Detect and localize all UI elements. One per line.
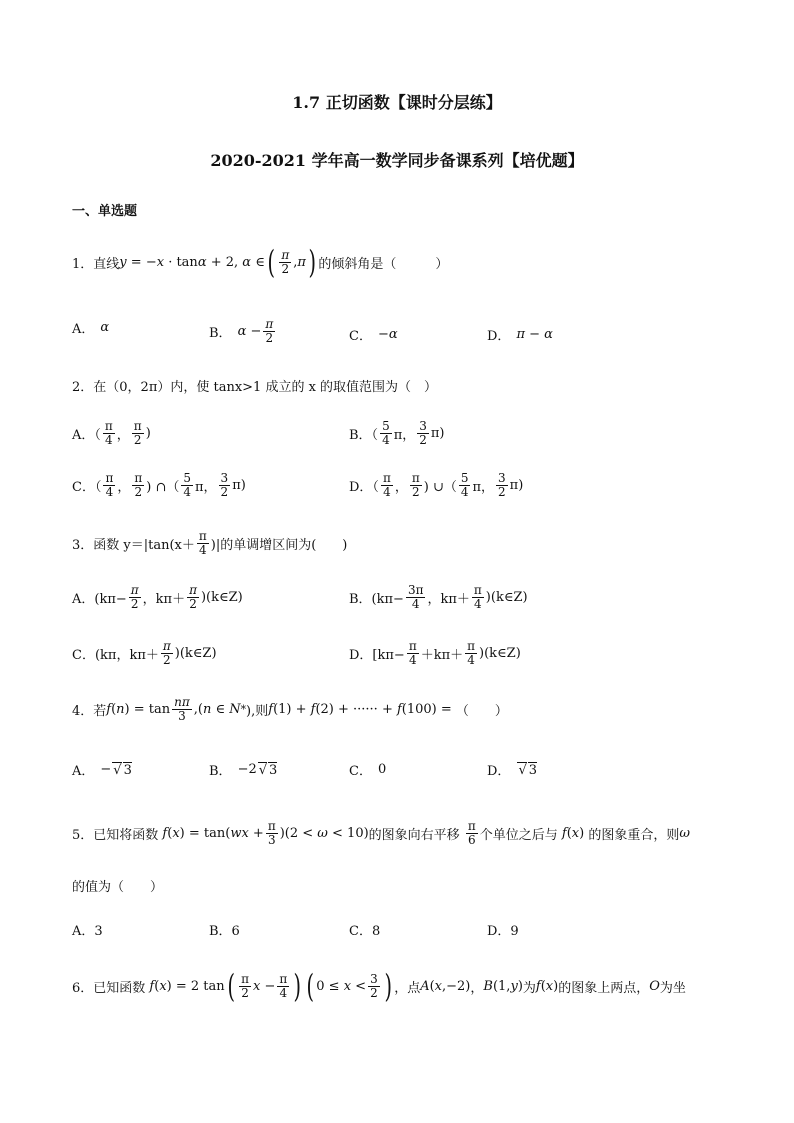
- section-heading: 一、单选题: [72, 204, 138, 219]
- question-6: 6．已知函数 f ( x ) = 2 tan ( $\frac{\pi}{2}$ x − $\frac{\pi}{4}$ ) ( 0 ≤ x < $\frac{3}{2}$ ) ，点 A ( x ,−2) ， B (1, y ) 为 f ( x ) 的图象上两点， O 为坐: [72, 967, 686, 1005]
- q1-formula: y: [119, 254, 127, 270]
- q3-option-d: D．[kπ− $\frac{\pi}{4}$ ＋kπ＋ $\frac{\pi}{4}$ )(k∈Z): [349, 639, 521, 667]
- question-2: 2．在（0，2π）内，使 tanx>1 成立的 x 的取值范围为（ ）: [72, 380, 438, 395]
- q1-option-b: B． α − $\frac{\pi}{2}$: [209, 317, 274, 345]
- q3-option-a: A．(kπ− $\frac{\pi}{2}$ ，kπ＋ $\frac{\pi}{2}$ )(k∈Z): [72, 583, 243, 611]
- q5-line-2: 的值为（ ）: [72, 880, 164, 895]
- q1-option-a: A． α: [72, 320, 110, 337]
- q2-option-c: C．（ $\frac{\pi}{4}$ ， $\frac{\pi}{2}$ ) ∩（ $\frac{5}{4}$ π， $\frac{3}{2}$ π): [72, 471, 246, 499]
- q3-option-b: B．(kπ− $\frac{3\pi}{4}$ ，kπ＋ $\frac{\pi}{4}$ )(k∈Z): [349, 583, 528, 611]
- page-title: 1.7 正切函数【课时分层练】: [292, 93, 502, 112]
- q5-option-c: C．8: [349, 924, 381, 939]
- q5-option-b: B．6: [209, 924, 240, 939]
- q2-option-d: D．（ $\frac{\pi}{4}$ ， $\frac{\pi}{2}$ ) ∪（ $\frac{5}{4}$ π， $\frac{3}{2}$ π): [349, 471, 524, 499]
- q1-tail: 的倾斜角是（ ）: [318, 256, 449, 272]
- question-3: 3．函数 y＝|tan(x＋ $\frac{\pi}{4}$ )|的单调增区间为( ): [72, 529, 348, 557]
- question-5: 5．已知将函数 f ( x ) = tan( wx + $\frac{\pi}{3}$ )(2 < ω < 10) 的图象向右平移 $\frac{\pi}{6}$ 个单位之后与 f ( x ) 的图象重合，则 ω: [72, 819, 690, 847]
- q5-option-d: D．9: [487, 924, 519, 939]
- q1-option-d: D． π − α: [487, 327, 553, 344]
- page-subtitle: 2020-2021 学年高一数学同步备课系列【培优题】: [210, 151, 584, 170]
- q1-lead: 直线: [93, 256, 120, 272]
- q5-option-a: A．3: [72, 924, 103, 939]
- q2-option-b: B．（ $\frac{5}{4}$ π， $\frac{3}{2}$ π): [349, 419, 445, 447]
- question-1: 1． 直线 y = − x · tan α + 2, α ∈ ( $\frac{\pi}{2}$ , π ) 的倾斜角是（ ）: [72, 243, 449, 281]
- q3-option-c: C．(kπ，kπ＋ $\frac{\pi}{2}$ )(k∈Z): [72, 639, 217, 667]
- q1-option-c: C． −α: [349, 327, 398, 344]
- q4-option-d: D． √ 3: [487, 762, 538, 779]
- q4-option-b: B． −2 √ 3: [209, 762, 278, 779]
- q1-number: 1．: [72, 256, 94, 272]
- q4-option-c: C． 0: [349, 762, 387, 779]
- q2-option-a: A．（ $\frac{\pi}{4}$ ， $\frac{\pi}{2}$ ): [72, 419, 151, 447]
- q4-option-a: A． − √ 3: [72, 762, 132, 779]
- question-4: 4．若 f ( n ) = tan $\frac{n\pi}{3}$ ,( n ∈ N * ),则 f (1) + f (2) + ······ + f (100) = （ ）: [72, 695, 508, 723]
